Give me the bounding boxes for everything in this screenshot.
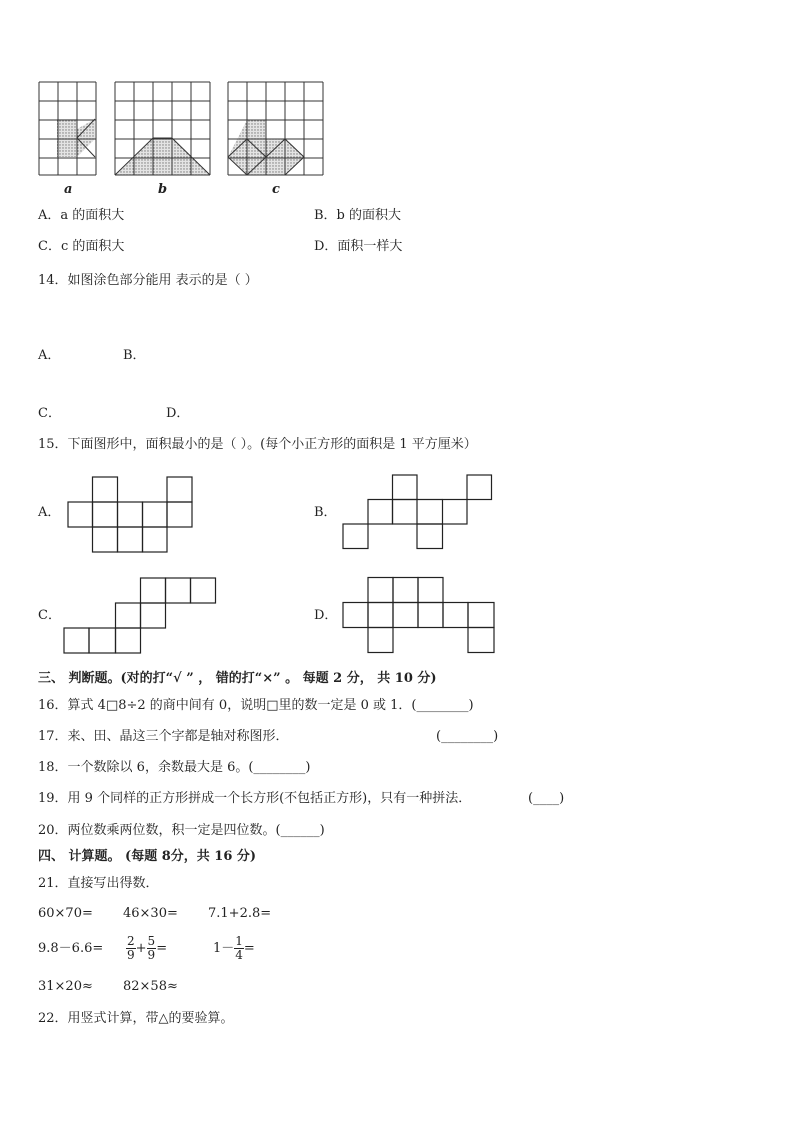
plus-sign: + bbox=[135, 941, 147, 956]
frac-den: 4 bbox=[235, 948, 243, 962]
q14-option-d[interactable]: D． bbox=[166, 406, 190, 421]
equals-sign: = bbox=[156, 941, 168, 956]
q14-option-c[interactable]: C． bbox=[38, 406, 61, 421]
q16-text: 16．算式 4□8÷2 的商中间有 0，说明□里的数一定是 0 或 1．(________) bbox=[38, 698, 474, 713]
calc-9-8-minus-6-6: 9.8－6.6= bbox=[38, 941, 104, 956]
frac-den: 9 bbox=[147, 948, 156, 962]
q15-option-a[interactable]: A． bbox=[38, 505, 61, 520]
q22-stem: 22．用竖式计算，带△的要验算。 bbox=[38, 1011, 234, 1026]
calc-82x58: 82×58≈ bbox=[123, 979, 178, 994]
q18-text: 18．一个数除以 6，余数最大是 6。(________) bbox=[38, 760, 311, 775]
q13-option-d[interactable]: D．面积一样大 bbox=[314, 239, 403, 254]
frac-num: 1 bbox=[235, 934, 243, 948]
q15-shape-a bbox=[67, 476, 194, 553]
figure-label-a: a bbox=[64, 182, 73, 197]
calc-fraction-sum bbox=[126, 932, 167, 966]
calc-prefix: 1－ bbox=[213, 941, 235, 956]
calc-31x20: 31×20≈ bbox=[38, 979, 93, 994]
q15-stem: 15．下面图形中，面积最小的是（ ）。(每个小正方形的面积是 1 平方厘米） bbox=[38, 437, 477, 452]
q21-stem: 21．直接写出得数． bbox=[38, 876, 159, 891]
figure-label-c: c bbox=[272, 182, 280, 197]
q13-option-c[interactable]: C．c 的面积大 bbox=[38, 239, 125, 254]
q19-answer-blank[interactable]: (____) bbox=[528, 791, 565, 806]
q17-answer-blank[interactable]: (________) bbox=[436, 729, 499, 744]
figure-label-b: b bbox=[158, 182, 168, 197]
grid-figure-a bbox=[38, 81, 97, 176]
q13-option-b[interactable]: B．b 的面积大 bbox=[314, 208, 402, 223]
section3-heading: 三、 判断题。(对的打“√ ” ， 错的打“×” 。 每题 2 分， 共 10 分) bbox=[38, 671, 437, 686]
grid-figure-c bbox=[227, 81, 324, 176]
q14-option-a[interactable]: A． bbox=[38, 348, 61, 363]
q14-stem: 14．如图涂色部分能用 表示的是（ ） bbox=[38, 273, 258, 288]
q15-option-c[interactable]: C． bbox=[38, 608, 61, 623]
q15-shape-b bbox=[342, 474, 494, 550]
equals-sign: = bbox=[243, 941, 255, 956]
q15-option-d[interactable]: D． bbox=[314, 608, 338, 623]
section4-heading: 四、 计算题。 (每题 8分，共 16 分) bbox=[38, 849, 257, 864]
calc-60x70: 60×70= bbox=[38, 906, 93, 921]
q15-shape-c bbox=[63, 577, 219, 654]
q19-text: 19．用 9 个同样的正方形拼成一个长方形(不包括正方形)，只有一种拼法． bbox=[38, 791, 472, 806]
frac-den: 9 bbox=[127, 948, 135, 962]
q20-text: 20．两位数乘两位数，积一定是四位数。(______) bbox=[38, 823, 325, 838]
q15-option-b[interactable]: B． bbox=[314, 505, 337, 520]
calc-one-minus-quarter bbox=[213, 932, 255, 966]
frac-num: 2 bbox=[127, 934, 135, 948]
frac-num: 5 bbox=[147, 934, 156, 948]
calc-7-1-plus-2-8: 7.1+2.8= bbox=[208, 906, 272, 921]
grid-figure-b bbox=[114, 81, 211, 176]
q13-option-a[interactable]: A．a 的面积大 bbox=[38, 208, 125, 223]
q15-shape-d bbox=[342, 576, 497, 654]
calc-46x30: 46×30= bbox=[123, 906, 178, 921]
q14-option-b[interactable]: B． bbox=[123, 348, 146, 363]
q17-text: 17．来、田、晶这三个字都是轴对称图形． bbox=[38, 729, 289, 744]
